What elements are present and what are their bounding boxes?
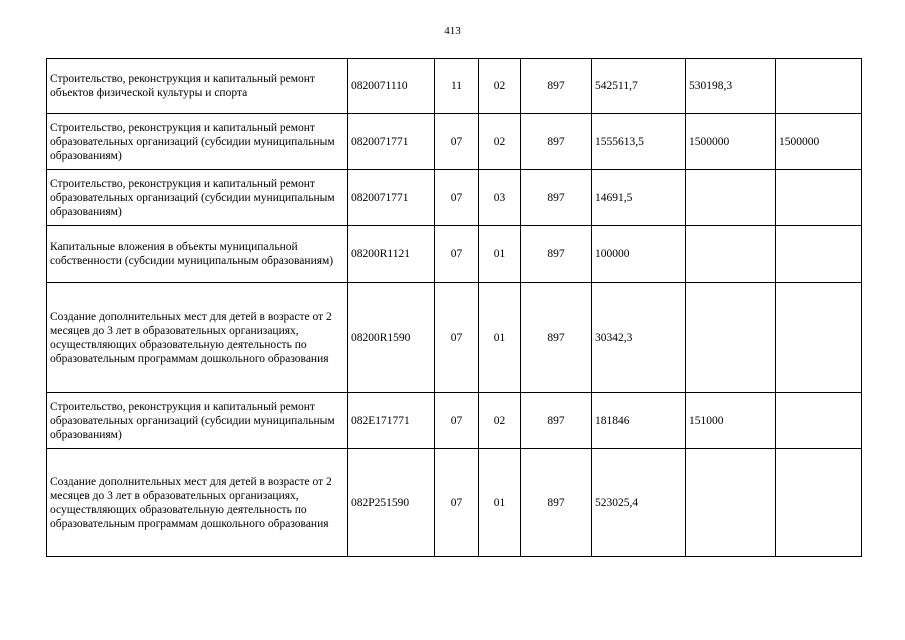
- cell-value-2: 530198,3: [686, 59, 776, 114]
- cell-name: Создание дополнительных мест для детей в возрасте от 2 месяцев до 3 лет в образовательных организациях, осуществляющих образовательную деятельность по образовательным программам дошкольного образования: [47, 283, 348, 393]
- cell-value-2: 151000: [686, 393, 776, 449]
- cell-value-1: 523025,4: [592, 449, 686, 557]
- cell-name: Капитальные вложения в объекты муниципальной собственности (субсидии муниципальным образованиям): [47, 226, 348, 283]
- cell-subsection: 01: [479, 283, 521, 393]
- cell-value-1: 30342,3: [592, 283, 686, 393]
- cell-code: 082P251590: [348, 449, 435, 557]
- cell-value-3: [776, 449, 862, 557]
- cell-grbs: 897: [521, 59, 592, 114]
- cell-subsection: 01: [479, 449, 521, 557]
- cell-value-3: 1500000: [776, 114, 862, 170]
- cell-section: 07: [435, 226, 479, 283]
- cell-name: Строительство, реконструкция и капитальный ремонт образовательных организаций (субсидии муниципальным образованиям): [47, 114, 348, 170]
- table-row: [47, 449, 862, 557]
- cell-name: Строительство, реконструкция и капитальный ремонт образовательных организаций (субсидии муниципальным образованиям): [47, 393, 348, 449]
- cell-code: 08200R1121: [348, 226, 435, 283]
- cell-subsection: 02: [479, 59, 521, 114]
- cell-section: 07: [435, 114, 479, 170]
- cell-section: 11: [435, 59, 479, 114]
- cell-value-2: [686, 170, 776, 226]
- cell-value-1: 14691,5: [592, 170, 686, 226]
- cell-name: Создание дополнительных мест для детей в возрасте от 2 месяцев до 3 лет в образовательных организациях, осуществляющих образовательную деятельность по образовательным программам дошкольного образования: [47, 449, 348, 557]
- cell-grbs: 897: [521, 393, 592, 449]
- cell-value-2: 1500000: [686, 114, 776, 170]
- cell-name: Строительство, реконструкция и капитальный ремонт объектов физической культуры и спорта: [47, 59, 348, 114]
- cell-grbs: 897: [521, 449, 592, 557]
- cell-section: 07: [435, 449, 479, 557]
- cell-grbs: 897: [521, 283, 592, 393]
- cell-value-1: 1555613,5: [592, 114, 686, 170]
- cell-code: 08200R1590: [348, 283, 435, 393]
- cell-value-3: [776, 170, 862, 226]
- cell-code: 082E171771: [348, 393, 435, 449]
- cell-value-3: [776, 226, 862, 283]
- table-row: [47, 170, 862, 226]
- cell-grbs: 897: [521, 226, 592, 283]
- cell-code: 0820071110: [348, 59, 435, 114]
- cell-section: 07: [435, 393, 479, 449]
- cell-value-2: [686, 226, 776, 283]
- cell-subsection: 02: [479, 114, 521, 170]
- cell-value-3: [776, 59, 862, 114]
- cell-grbs: 897: [521, 170, 592, 226]
- cell-subsection: 01: [479, 226, 521, 283]
- cell-code: 0820071771: [348, 114, 435, 170]
- budget-table: [46, 58, 862, 557]
- cell-section: 07: [435, 170, 479, 226]
- cell-name: Строительство, реконструкция и капитальный ремонт образовательных организаций (субсидии муниципальным образованиям): [47, 170, 348, 226]
- cell-value-1: 542511,7: [592, 59, 686, 114]
- cell-value-3: [776, 393, 862, 449]
- cell-value-2: [686, 449, 776, 557]
- table-row: [47, 226, 862, 283]
- cell-grbs: 897: [521, 114, 592, 170]
- cell-code: 0820071771: [348, 170, 435, 226]
- table-row: [47, 393, 862, 449]
- page-number: 413: [444, 25, 461, 37]
- cell-value-3: [776, 283, 862, 393]
- table-row: [47, 59, 862, 114]
- cell-value-1: 100000: [592, 226, 686, 283]
- table-row: [47, 283, 862, 393]
- cell-subsection: 03: [479, 170, 521, 226]
- cell-value-1: 181846: [592, 393, 686, 449]
- cell-section: 07: [435, 283, 479, 393]
- cell-subsection: 02: [479, 393, 521, 449]
- cell-value-2: [686, 283, 776, 393]
- table-row: [47, 114, 862, 170]
